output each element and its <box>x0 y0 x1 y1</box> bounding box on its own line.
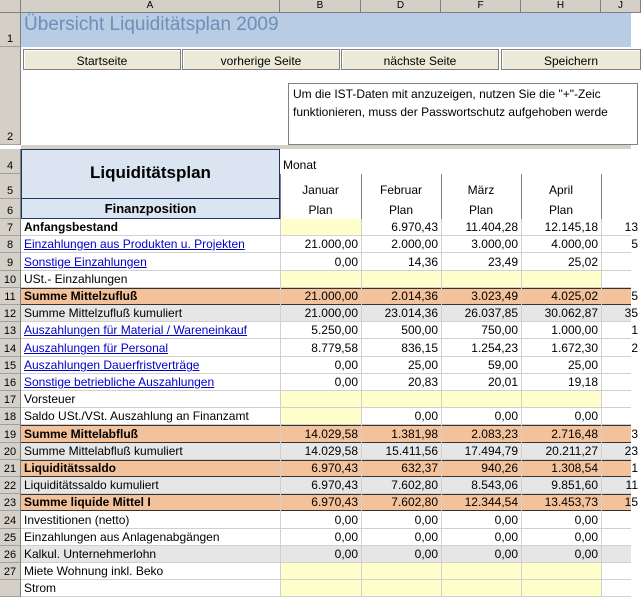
row-header[interactable]: 9 <box>0 253 21 271</box>
value-cell[interactable]: 15.411,56 <box>361 443 441 460</box>
value-cell[interactable]: 5.250,00 <box>280 322 361 339</box>
value-cell[interactable] <box>280 580 361 597</box>
value-cell[interactable]: 1.308,54 <box>521 460 601 477</box>
corner-cell[interactable] <box>0 0 21 13</box>
monat-label: Monat <box>283 158 317 172</box>
row-header[interactable]: 19 <box>0 425 21 443</box>
value-cell[interactable]: 0,00 <box>521 408 601 425</box>
value-cell[interactable]: 632,37 <box>361 460 441 477</box>
value-cell[interactable] <box>601 374 641 391</box>
row-header[interactable]: 23 <box>0 494 21 511</box>
value-cell[interactable]: 8.779,58 <box>280 339 361 357</box>
value-cell[interactable] <box>280 219 361 236</box>
value-cell[interactable] <box>601 563 641 580</box>
value-cell[interactable]: 19,18 <box>521 374 601 391</box>
month-name: Januar <box>302 183 339 197</box>
value-cell[interactable] <box>361 391 441 408</box>
row-header[interactable]: 1 <box>0 13 21 47</box>
row-label: Kalkul. Unternehmerlohn <box>24 547 157 561</box>
row-label: Anfangsbestand <box>24 220 119 234</box>
row-label: Einzahlungen aus Anlagenabgängen <box>24 530 220 544</box>
value-cell[interactable]: 0,00 <box>361 511 441 529</box>
value-cell[interactable]: 940,26 <box>441 460 521 477</box>
row-header[interactable]: 20 <box>0 443 21 460</box>
row-label[interactable]: Einzahlungen aus Produkten u. Projekten <box>24 237 245 251</box>
value-cell[interactable] <box>601 580 641 597</box>
row-header[interactable]: 17 <box>0 391 21 408</box>
value-cell[interactable]: 2.000,00 <box>361 236 441 253</box>
column-header-h[interactable]: H <box>521 0 601 13</box>
month-name: März <box>467 183 495 197</box>
info-line-2: funktionieren, muss der Passwortschutz aufgehoben werde <box>293 105 608 119</box>
month-name: Februar <box>379 183 423 197</box>
row-label: Vorsteuer <box>24 392 76 406</box>
value-cell[interactable]: 836,15 <box>361 339 441 357</box>
value-cell[interactable]: 0,00 <box>441 529 521 546</box>
row-header[interactable]: 18 <box>0 408 21 425</box>
plan-title: Liquiditätsplan <box>90 163 211 182</box>
row-header[interactable]: 27 <box>0 563 21 580</box>
column-header-j[interactable]: J <box>601 0 641 13</box>
value-cell[interactable]: 6.970,43 <box>280 477 361 494</box>
value-cell[interactable]: 13 <box>601 219 641 236</box>
value-cell[interactable]: 23.014,36 <box>361 305 441 322</box>
month-name: April <box>548 183 573 197</box>
row-label: Investitionen (netto) <box>24 513 130 527</box>
value-cell[interactable]: 0,00 <box>280 546 361 563</box>
value-cell[interactable]: 2.083,23 <box>441 425 521 443</box>
value-cell[interactable]: 12.344,54 <box>441 494 521 511</box>
row-header[interactable]: 25 <box>0 529 21 546</box>
value-cell[interactable]: 7.602,80 <box>361 477 441 494</box>
row-label: Saldo USt./VSt. Auszahlung an Finanzamt <box>24 409 249 423</box>
row-label[interactable]: Sonstige Einzahlungen <box>24 255 147 269</box>
value-cell[interactable] <box>280 391 361 408</box>
value-cell[interactable]: 17.494,79 <box>441 443 521 460</box>
value-cell[interactable]: 1 <box>601 322 641 339</box>
value-cell[interactable]: 0,00 <box>280 253 361 271</box>
month-plan-label: Plan <box>308 203 333 217</box>
column-header-d[interactable]: D <box>361 0 441 13</box>
row-header[interactable]: 11 <box>0 288 21 305</box>
value-cell[interactable]: 0,00 <box>441 511 521 529</box>
value-cell[interactable] <box>280 271 361 288</box>
column-header-f[interactable]: F <box>441 0 521 13</box>
row-label: Miete Wohnung inkl. Beko <box>24 564 164 578</box>
value-cell[interactable]: 6.970,43 <box>361 219 441 236</box>
month-plan-label: Plan <box>388 203 414 217</box>
value-cell[interactable] <box>521 563 601 580</box>
row-label[interactable]: Auszahlungen Dauerfristverträge <box>24 358 200 372</box>
row-header[interactable]: 15 <box>0 357 21 374</box>
value-cell[interactable]: 3.023,49 <box>441 288 521 305</box>
value-cell[interactable]: 1.254,23 <box>441 339 521 357</box>
row-label: Summe Mittelabfluß kumuliert <box>24 444 183 458</box>
value-cell[interactable]: 20,83 <box>361 374 441 391</box>
finanzposition-header: Finanzposition <box>104 201 197 216</box>
value-cell[interactable]: 2.014,36 <box>361 288 441 305</box>
value-cell[interactable]: 0,00 <box>521 511 601 529</box>
value-cell[interactable]: 5 <box>601 236 641 253</box>
value-cell[interactable]: 1.672,30 <box>521 339 601 357</box>
value-cell[interactable]: 20.211,27 <box>521 443 601 460</box>
value-cell[interactable]: 1.000,00 <box>521 322 601 339</box>
info-line-1: Um die IST-Daten mit anzuzeigen, nutzen Sie die "+"-Zeic <box>293 87 601 101</box>
row-label: Liquiditätssaldo kumuliert <box>24 478 159 492</box>
month-plan-label: Plan <box>548 203 574 217</box>
row-header[interactable]: 21 <box>0 460 21 477</box>
previous-page-button[interactable]: vorherige Seite <box>182 49 340 70</box>
row-header[interactable]: 13 <box>0 322 21 339</box>
month-header-cell-partial[interactable] <box>601 174 641 219</box>
row-header[interactable]: 14 <box>0 339 21 357</box>
value-cell[interactable]: 0,00 <box>521 546 601 563</box>
value-cell[interactable]: 13.453,73 <box>521 494 601 511</box>
save-button[interactable]: Speichern <box>501 49 641 70</box>
value-cell[interactable]: 3 <box>601 425 641 443</box>
value-cell[interactable]: 0,00 <box>280 357 361 374</box>
value-cell[interactable]: 5 <box>601 288 641 305</box>
startseite-button[interactable]: Startseite <box>23 49 181 70</box>
value-cell[interactable]: 14.029,58 <box>280 425 361 443</box>
sheet-title: Übersicht Liquiditätsplan 2009 <box>24 14 279 35</box>
value-cell[interactable] <box>601 529 641 546</box>
value-cell[interactable] <box>280 563 361 580</box>
value-cell[interactable] <box>521 391 601 408</box>
row-header[interactable]: 26 <box>0 546 21 563</box>
value-cell[interactable] <box>601 391 641 408</box>
value-cell[interactable] <box>601 357 641 374</box>
next-page-button[interactable]: nächste Seite <box>341 49 499 70</box>
value-cell[interactable] <box>521 271 601 288</box>
value-cell[interactable] <box>601 546 641 563</box>
value-cell[interactable] <box>361 580 441 597</box>
row-header[interactable]: 24 <box>0 511 21 529</box>
value-cell[interactable]: 0,00 <box>280 511 361 529</box>
value-cell[interactable]: 35 <box>601 305 641 322</box>
value-cell[interactable] <box>521 580 601 597</box>
value-cell[interactable]: 25,00 <box>521 357 601 374</box>
value-cell[interactable]: 23,49 <box>441 253 521 271</box>
row-header[interactable]: 7 <box>0 219 21 236</box>
value-cell[interactable] <box>601 511 641 529</box>
value-cell[interactable]: 0,00 <box>441 546 521 563</box>
row-header[interactable]: 8 <box>0 236 21 253</box>
value-cell[interactable] <box>601 408 641 425</box>
row-header[interactable]: 2 <box>0 78 21 145</box>
row-label[interactable]: Auszahlungen für Material / Wareneinkauf <box>24 323 248 337</box>
value-cell[interactable]: 26.037,85 <box>441 305 521 322</box>
row-header[interactable]: 6 <box>0 199 21 219</box>
value-cell[interactable] <box>280 408 361 425</box>
value-cell[interactable]: 0,00 <box>280 529 361 546</box>
value-cell[interactable]: 1.381,98 <box>361 425 441 443</box>
row-label: Summe Mittelzufluß <box>24 289 138 303</box>
row-header-spacer <box>0 47 21 78</box>
row-header[interactable]: 12 <box>0 305 21 322</box>
value-cell[interactable]: 3.000,00 <box>441 236 521 253</box>
value-cell[interactable] <box>361 271 441 288</box>
value-cell[interactable]: 6.970,43 <box>280 494 361 511</box>
value-cell[interactable]: 11.404,28 <box>441 219 521 236</box>
row-label: Summe liquide Mittel I <box>24 495 151 509</box>
value-cell[interactable]: 59,00 <box>441 357 521 374</box>
value-cell[interactable]: 25,00 <box>361 357 441 374</box>
value-cell[interactable]: 12.145,18 <box>521 219 601 236</box>
value-cell[interactable] <box>601 253 641 271</box>
row-header[interactable]: 22 <box>0 477 21 494</box>
value-cell[interactable]: 0,00 <box>521 529 601 546</box>
row-label: Summe Mittelabfluß <box>24 427 139 441</box>
value-cell[interactable]: 21.000,00 <box>280 288 361 305</box>
value-cell[interactable]: 20,01 <box>441 374 521 391</box>
value-cell[interactable] <box>441 580 521 597</box>
value-cell[interactable]: 6.970,43 <box>280 460 361 477</box>
row-header[interactable]: 16 <box>0 374 21 391</box>
row-label: Liquiditätssaldo <box>24 461 117 475</box>
value-cell[interactable]: 4.025,02 <box>521 288 601 305</box>
column-header-a[interactable]: A <box>21 0 280 13</box>
value-cell[interactable] <box>441 391 521 408</box>
value-cell[interactable]: 25,02 <box>521 253 601 271</box>
value-cell[interactable]: 9.851,60 <box>521 477 601 494</box>
value-cell[interactable]: 500,00 <box>361 322 441 339</box>
value-cell[interactable]: 0,00 <box>361 529 441 546</box>
value-cell[interactable] <box>361 563 441 580</box>
value-cell[interactable]: 15 <box>601 494 641 511</box>
row-label[interactable]: Auszahlungen für Personal <box>24 341 169 355</box>
value-cell[interactable]: 750,00 <box>441 322 521 339</box>
row-label[interactable]: Sonstige betriebliche Auszahlungen <box>24 375 215 389</box>
value-cell[interactable]: 0,00 <box>361 408 441 425</box>
value-cell[interactable]: 14,36 <box>361 253 441 271</box>
value-cell[interactable]: 0,00 <box>361 546 441 563</box>
value-cell[interactable]: 0,00 <box>441 408 521 425</box>
row-header[interactable] <box>0 580 21 597</box>
value-cell[interactable]: 0,00 <box>280 374 361 391</box>
value-cell[interactable]: 8.543,06 <box>441 477 521 494</box>
value-cell[interactable] <box>601 271 641 288</box>
value-cell[interactable]: 2 <box>601 339 641 357</box>
month-plan-label: Plan <box>468 203 494 217</box>
value-cell[interactable]: 14.029,58 <box>280 443 361 460</box>
row-header[interactable]: 4 <box>0 149 21 174</box>
value-cell[interactable] <box>441 563 521 580</box>
value-cell[interactable]: 30.062,87 <box>521 305 601 322</box>
value-cell[interactable]: 23 <box>601 443 641 460</box>
row-header[interactable]: 10 <box>0 271 21 288</box>
value-cell[interactable]: 21.000,00 <box>280 305 361 322</box>
value-cell[interactable]: 1 <box>601 460 641 477</box>
row-label: Strom <box>24 581 57 595</box>
value-cell[interactable]: 4.000,00 <box>521 236 601 253</box>
value-cell[interactable]: 11 <box>601 477 641 494</box>
column-header-b[interactable]: B <box>280 0 361 13</box>
row-header[interactable]: 5 <box>0 174 21 199</box>
value-cell[interactable]: 21.000,00 <box>280 236 361 253</box>
value-cell[interactable] <box>441 271 521 288</box>
row-label: USt.- Einzahlungen <box>24 272 128 286</box>
row-label: Summe Mittelzufluß kumuliert <box>24 306 183 320</box>
value-cell[interactable]: 2.716,48 <box>521 425 601 443</box>
value-cell[interactable]: 7.602,80 <box>361 494 441 511</box>
